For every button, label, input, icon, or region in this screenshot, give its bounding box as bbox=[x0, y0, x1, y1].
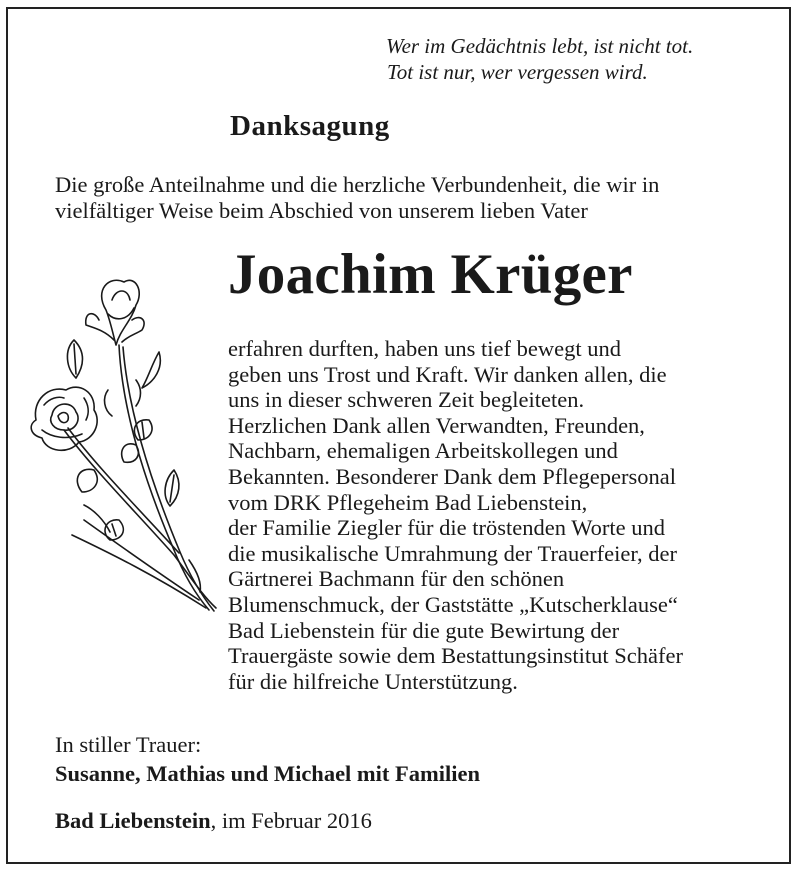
body-line: die musikalische Umrahmung der Trauerfeier, der bbox=[228, 540, 677, 566]
place: Bad Liebenstein bbox=[55, 808, 211, 833]
body-line: vom DRK Pflegeheim Bad Liebenstein, bbox=[228, 489, 588, 515]
deceased-name: Joachim Krüger bbox=[228, 243, 633, 306]
place-date-line bbox=[55, 808, 372, 834]
motto-line-1: Wer im Gedächtnis lebt, ist nicht tot. bbox=[386, 34, 694, 58]
mourning-label: In stiller Trauer: bbox=[55, 732, 202, 757]
body-line: Blumenschmuck, der Gaststätte „Kutscherklause“ bbox=[228, 591, 678, 617]
body-line: für die hilfreiche Unterstützung. bbox=[228, 668, 518, 694]
rose-drawing-icon bbox=[24, 270, 224, 620]
body-line: geben uns Trost und Kraft. Wir danken allen, die bbox=[228, 361, 667, 387]
body-line: Trauergäste sowie dem Bestattungsinstitut Schäfer bbox=[228, 643, 683, 669]
date: , im Februar 2016 bbox=[210, 808, 372, 833]
mourners: Susanne, Mathias und Michael mit Familien bbox=[55, 761, 481, 786]
body-line: Herzlichen Dank allen Verwandten, Freunden, bbox=[228, 412, 645, 438]
body-line: uns in dieser schweren Zeit begleiteten. bbox=[228, 387, 585, 413]
motto-line-2: Tot ist nur, wer vergessen wird. bbox=[387, 60, 648, 84]
body-line: der Familie Ziegler für die tröstenden Worte und bbox=[228, 515, 666, 541]
motto bbox=[386, 33, 693, 85]
body-line: Gärtnerei Bachmann für den schönen bbox=[228, 566, 565, 592]
body-line: Bad Liebenstein für die gute Bewirtung der bbox=[228, 617, 620, 643]
heading: Danksagung bbox=[230, 110, 390, 142]
body-line: Nachbarn, ehemaligen Arbeitskollegen und bbox=[228, 438, 618, 464]
body-text bbox=[228, 336, 788, 694]
body-line: Bekannten. Besonderer Dank dem Pflegepersonal bbox=[228, 463, 676, 489]
body-line: erfahren durften, haben uns tief bewegt und bbox=[228, 336, 621, 361]
intro-text: Die große Anteilnahme und die herzliche Verbundenheit, die wir in vielfältiger Weise beim Abschied von unserem lieben Vater bbox=[55, 172, 660, 223]
